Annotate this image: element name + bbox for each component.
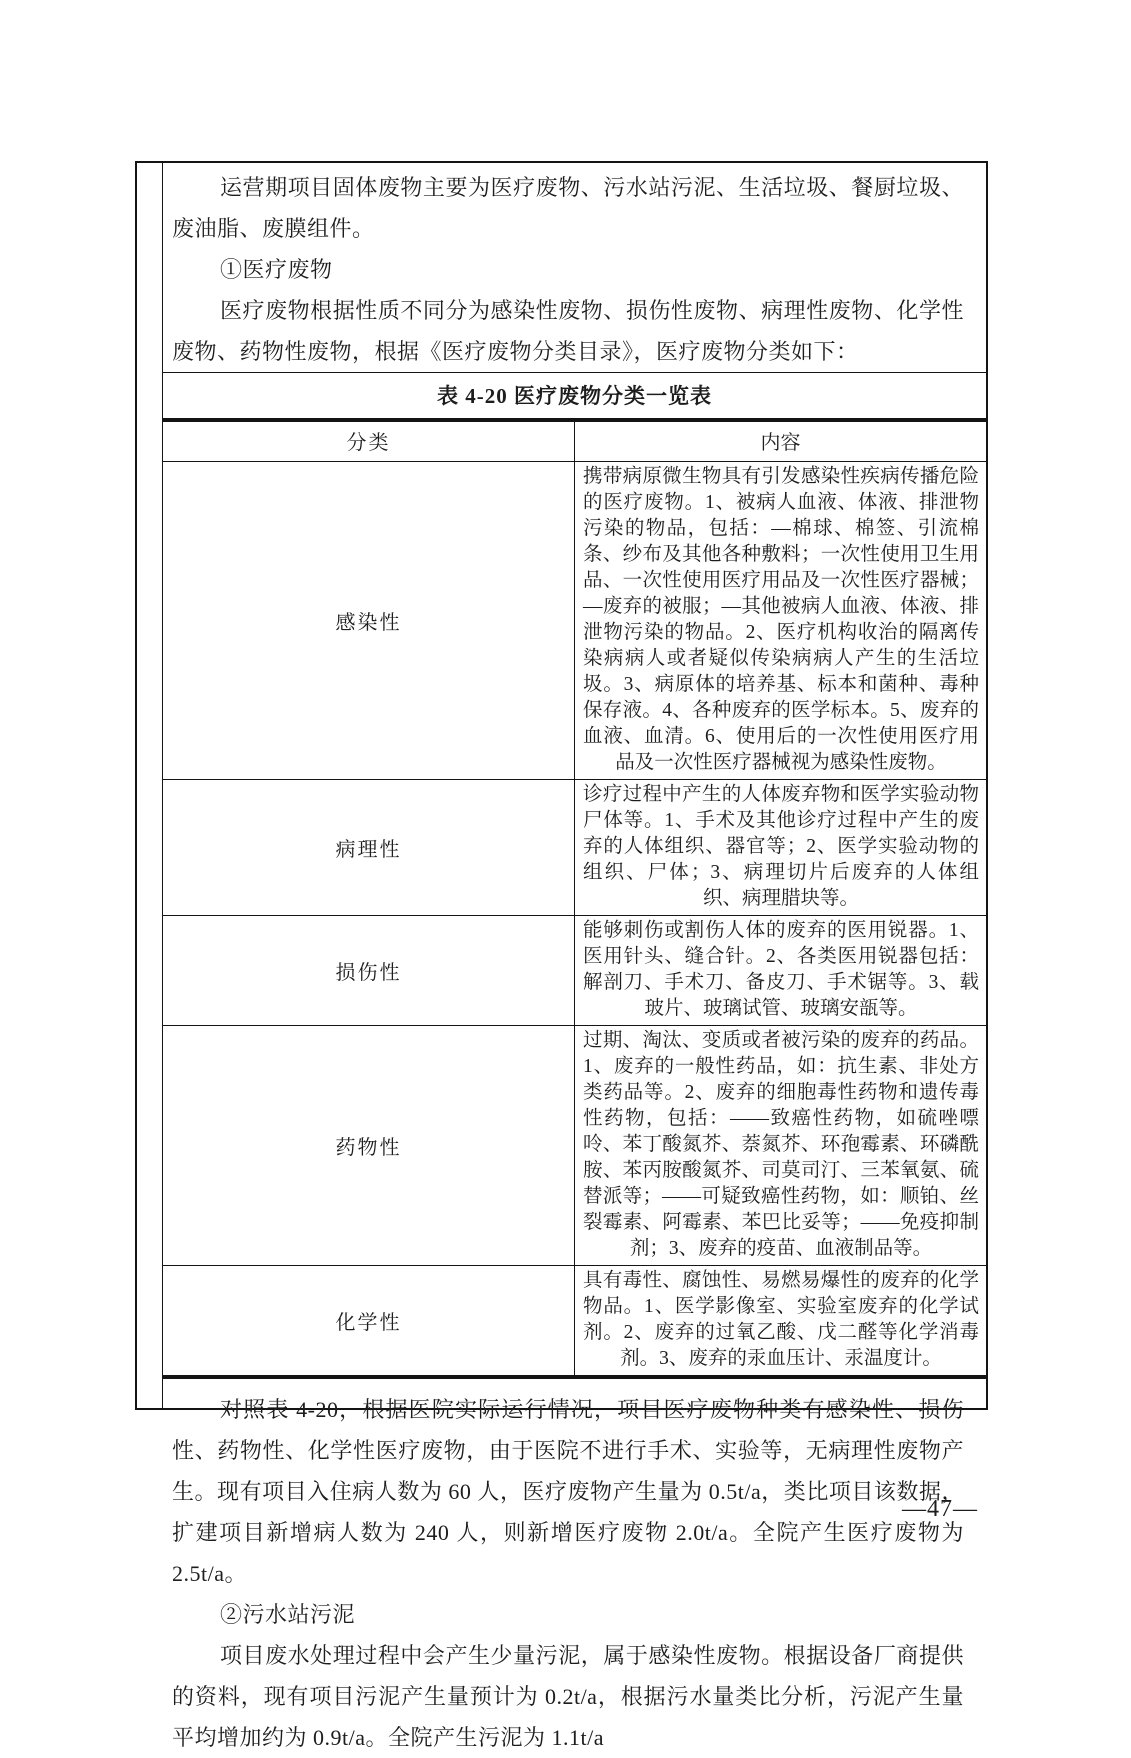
table-row [163,916,986,1026]
page-number: —47— [902,1496,978,1522]
left-gutter [137,163,163,1408]
content-cell: 能够刺伤或割伤人体的废弃的医用锐器。1、医用针头、缝合针。2、各类医用锐器包括：解剖刀、手术刀、备皮刀、手术锯等。3、载玻片、玻璃试管、玻璃安瓿等。 [575,916,987,1026]
table-row [163,462,986,780]
category-cell: 药物性 [163,1026,575,1266]
table-title-row [163,373,986,421]
category-cell: 感染性 [163,462,575,780]
category-cell: 化学性 [163,1266,575,1378]
table-row [163,1266,986,1378]
content-cell: 具有毒性、腐蚀性、易燃易爆性的废弃的化学物品。1、医学影像室、实验室废弃的化学试剂。2、废弃的过氧乙酸、戊二醛等化学消毒剂。3、废弃的汞血压计、汞温度计。 [575,1266,987,1378]
table-title: 表 4-20 医疗废物分类一览表 [163,373,986,421]
paragraph-waste-quantities: 对照表 4-20，根据医院实际运行情况，项目医疗废物种类有感染性、损伤性、药物性、化学性医疗废物，由于医院不进行手术、实验等，无病理性废物产生。现有项目入住病人数为 60 人，医疗废物产生量为 0.5t/a，类比项目该数据，扩建项目新增病人数为 240 人，则新增医疗废物 2.0t/a。全院产生医疗废物为 2.5t/a。 [172,1397,964,1586]
content-cell: 过期、淘汰、变质或者被污染的废弃的药品。1、废弃的一般性药品，如：抗生素、非处方类药品等。2、废弃的细胞毒性药物和遗传毒性药物，包括：——致癌性药物，如硫唑嘌呤、苯丁酸氮芥、萘氮芥、环孢霉素、环磷酰胺、苯丙胺酸氮芥、司莫司汀、三苯氧氨、硫替派等；——可疑致癌性药物，如：顺铂、丝裂霉素、阿霉素、苯巴比妥等；——免疫抑制剂；3、废弃的疫苗、血液制品等。 [575,1026,987,1266]
paragraph-item2-sludge: ②污水站污泥 [220,1602,356,1627]
column-header-content: 内容 [575,420,987,462]
table-row [163,780,986,916]
content-cell: 携带病原微生物具有引发感染性疾病传播危险的医疗废物。1、被病人血液、体液、排泄物污染的物品，包括：—棉球、棉签、引流棉条、纱布及其他各种敷料；一次性使用卫生用品、一次性使用医疗用品及一次性医疗器械；—废弃的被服；—其他被病人血液、体液、排泄物污染的物品。2、医疗机构收治的隔离传染病病人或者疑似传染病病人产生的生活垃圾。3、病原体的培养基、标本和菌种、毒种保存液。4、各种废弃的医学标本。5、废弃的血液、血清。6、使用后的一次性使用医疗用品及一次性医疗器械视为感染性废物。 [575,462,987,780]
category-cell: 损伤性 [163,916,575,1026]
medical-waste-table [163,372,986,1379]
column-header-category: 分类 [163,420,575,462]
paragraph-medical-waste-classification: 医疗废物根据性质不同分为感染性废物、损伤性废物、病理性废物、化学性废物、药物性废物，根据《医疗废物分类目录》，医疗废物分类如下： [172,298,964,364]
paragraph-sludge-quantities: 项目废水处理过程中会产生少量污泥，属于感染性废物。根据设备厂商提供的资料，现有项目污泥产生量预计为 0.2t/a，根据污水量类比分析，污泥产生量平均增加约为 0.9t/a。全院产生污泥为 1.1t/a [172,1643,964,1750]
table-row [163,1026,986,1266]
content-cell: 诊疗过程中产生的人体废弃物和医学实验动物尸体等。1、手术及其他诊疗过程中产生的废弃的人体组织、器官等；2、医学实验动物的组织、尸体；3、病理切片后废弃的人体组织、病理腊块等。 [575,780,987,916]
paragraph-solid-waste-overview: 运营期项目固体废物主要为医疗废物、污水站污泥、生活垃圾、餐厨垃圾、废油脂、废膜组件。 [172,175,964,241]
paragraph-item1-medical-waste: ①医疗废物 [220,257,333,282]
table-header-row [163,420,986,462]
category-cell: 病理性 [163,780,575,916]
